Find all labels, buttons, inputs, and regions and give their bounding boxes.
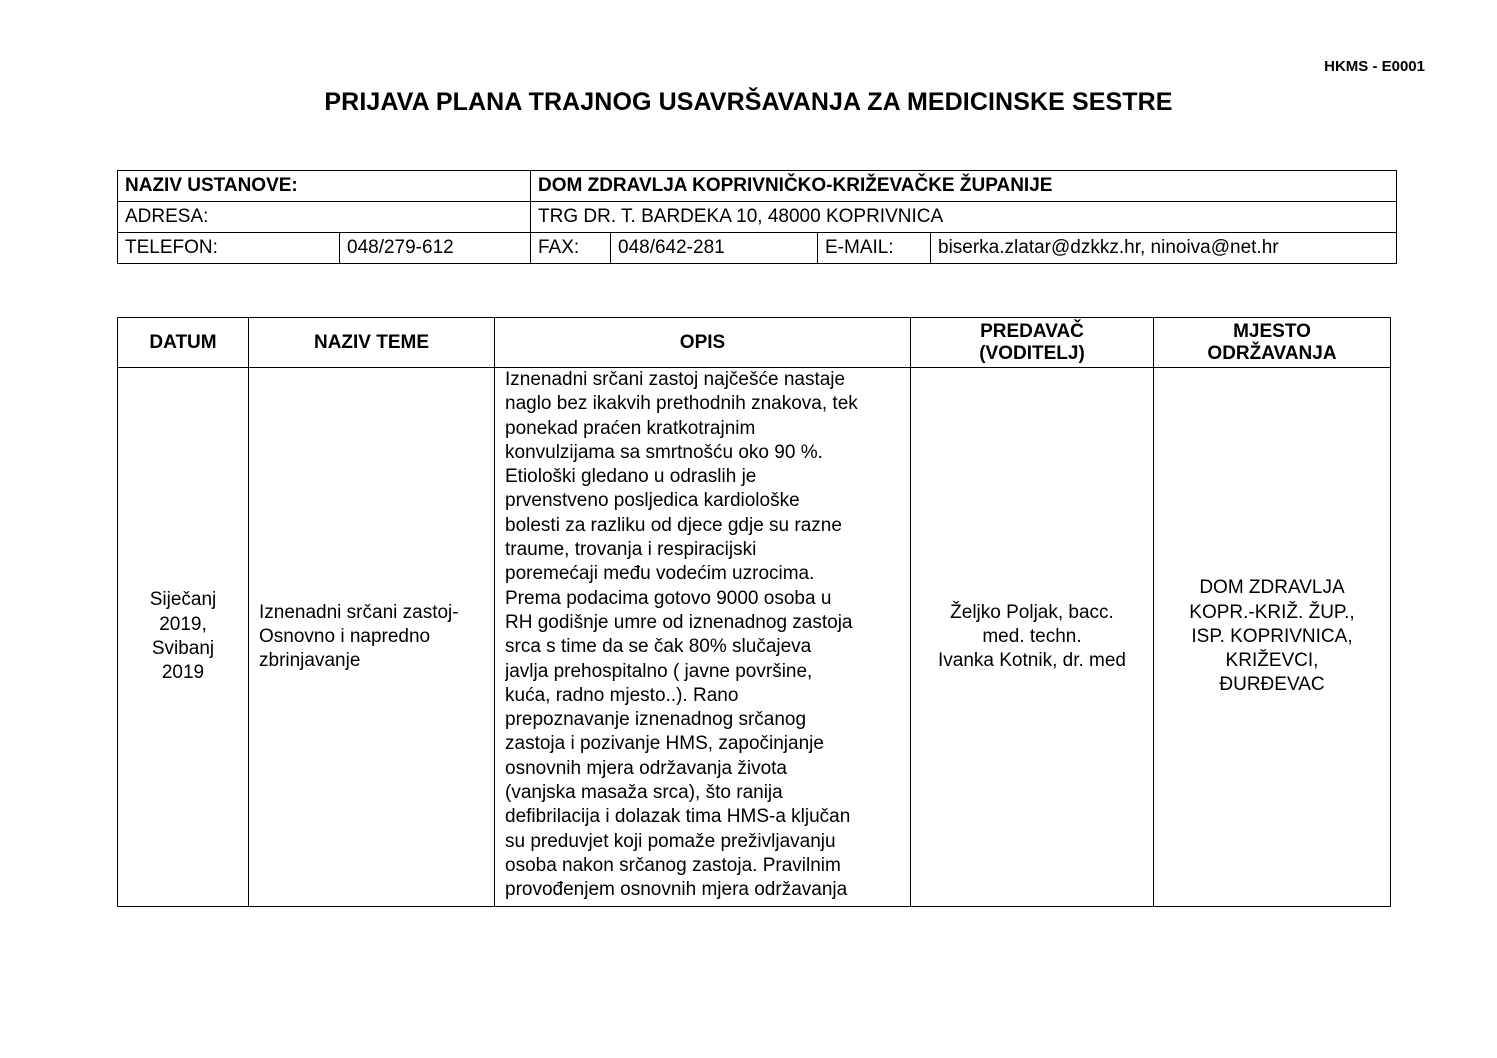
description-line: Etiološki gledano u odraslih je (505, 466, 757, 488)
institution-name-value: DOM ZDRAVLJA KOPRIVNIČKO-KRIŽEVAČKE ŽUPANIJE (531, 171, 1397, 202)
location-line: ISP. KOPRIVNICA, (1191, 625, 1353, 647)
description-line: zastoja i pozivanje HMS, započinjanje (505, 733, 824, 755)
description-text (505, 368, 902, 906)
location-line: ĐURĐEVAC (1219, 674, 1325, 696)
header-lecturer (911, 318, 1154, 368)
description-line: RH godišnje umre od iznenadnog zastoja (505, 611, 853, 633)
institution-address-label: ADRESA: (118, 202, 531, 233)
description-line: Prema podacima gotovo 9000 osoba u (505, 587, 832, 609)
lecturer-cell (911, 368, 1154, 907)
date-line: 2019, (159, 613, 207, 635)
header-description: OPIS (495, 318, 911, 368)
institution-name-row (118, 171, 1397, 202)
institution-table (117, 170, 1397, 264)
header-topic: NAZIV TEME (249, 318, 495, 368)
location-line: KRIŽEVCI, (1225, 650, 1319, 672)
topic-line: Iznenadni srčani zastoj- (259, 601, 459, 623)
location-cell (1154, 368, 1391, 907)
description-cell (495, 368, 911, 907)
institution-contact-row (118, 233, 1397, 264)
date-line: Siječanj (149, 589, 217, 611)
description-line: prvenstveno posljedica kardiološke (505, 490, 800, 512)
header-lecturer-line: PREDAVAČ (980, 320, 1084, 342)
description-line: ponekad praćen kratkotrajnim (505, 417, 756, 439)
lecturer-line: Željko Poljak, bacc. (950, 601, 1114, 623)
description-line: naglo bez ikakvih prethodnih znakova, tek (505, 393, 858, 415)
description-line: poremećaji među vodećim uzrocima. (505, 563, 815, 585)
date-line: Svibanj (151, 638, 215, 659)
document-title: PRIJAVA PLANA TRAJNOG USAVRŠAVANJA ZA MEDICINSKE SESTRE (324, 88, 1173, 116)
description-line: bolesti za razliku od djece gdje su razne (505, 514, 842, 536)
fax-label: FAX: (531, 233, 611, 264)
header-date: DATUM (118, 318, 249, 368)
description-line: kuća, radno mjesto..). Rano (505, 684, 739, 706)
description-line: prepoznavanje iznenadnog srčanog (505, 709, 807, 731)
description-line: defibrilacija i dolazak tima HMS-a ključan (505, 806, 851, 828)
header-lecturer-line: (VODITELJ) (979, 342, 1085, 364)
description-line: javlja prehospitalno ( javne površine, (505, 660, 813, 682)
topic-line: Osnovno i napredno (259, 625, 431, 647)
lecturer-line: Ivanka Kotnik, dr. med (938, 650, 1126, 672)
table-row (118, 368, 1391, 907)
date-cell (118, 368, 249, 907)
lecturer-line: med. techn. (982, 625, 1082, 647)
description-line: (vanjska masaža srca), što ranija (505, 782, 783, 804)
description-line: srca s time da se čak 80% slučajeva (505, 636, 812, 658)
description-line: osnovnih mjera održavanja života (505, 757, 787, 779)
location-line: DOM ZDRAVLJA (1199, 577, 1345, 599)
location-line: KOPR.-KRIŽ. ŽUP., (1189, 601, 1355, 623)
description-line: konvulzijama sa smrtnošću oko 90 %. (505, 441, 823, 463)
institution-address-row (118, 202, 1397, 233)
description-line: traume, trovanja i respiracijski (505, 539, 757, 561)
fax-value: 048/642-281 (611, 233, 818, 264)
header-location-line: MJESTO (1233, 320, 1311, 342)
plan-header-row (118, 318, 1391, 368)
email-label: E-MAIL: (818, 233, 931, 264)
date-line: 2019 (161, 662, 205, 684)
description-line: su preduvjet koji pomaže preživljavanju (505, 830, 836, 852)
document-code: HKMS - E0001 (1324, 58, 1425, 75)
phone-label: TELEFON: (118, 233, 340, 264)
topic-line: zbrinjavanje (259, 650, 361, 672)
header-location-line: ODRŽAVANJA (1207, 342, 1337, 364)
description-line: provođenjem osnovnih mjera održavanja (505, 879, 848, 901)
email-value: biserka.zlatar@dzkkz.hr, ninoiva@net.hr (931, 233, 1397, 264)
topic-cell (249, 368, 495, 907)
description-line: osoba nakon srčanog zastoja. Pravilnim (505, 854, 841, 876)
institution-address-value: TRG DR. T. BARDEKA 10, 48000 KOPRIVNICA (531, 202, 1397, 233)
description-line: Iznenadni srčani zastoj najčešće nastaje (505, 369, 846, 390)
education-plan-table (117, 317, 1391, 907)
phone-value: 048/279-612 (340, 233, 531, 264)
institution-name-label: NAZIV USTANOVE: (118, 171, 531, 202)
header-location (1154, 318, 1391, 368)
